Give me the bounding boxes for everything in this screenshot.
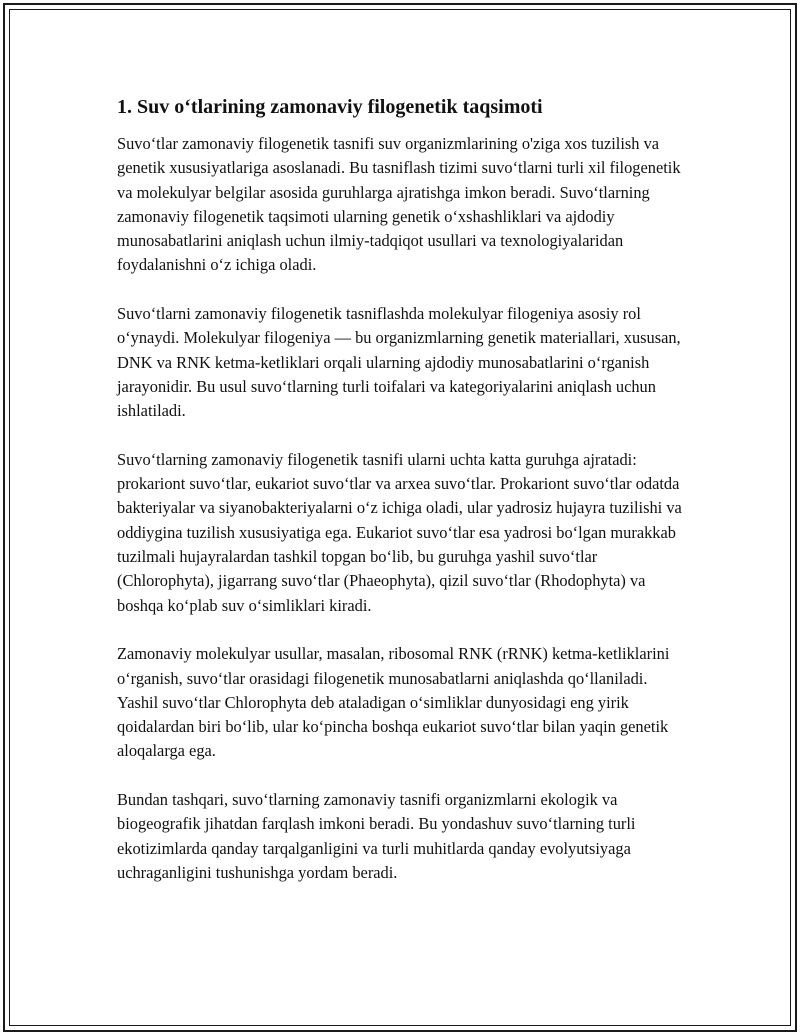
paragraph-3: Suvo‘tlarning zamonaviy filogenetik tasnifi ularni uchta katta guruhga ajratadi: prokariont suvo‘tlar, eukariot suvo‘tlar va arxea suvo‘tlar. Prokariont suvo‘tlar odatda bakteriyalar va siyanobakteriyalarni o‘z ichiga oladi, ular yadrosiz hujayra tuzilishi va oddiygina tuzilish xususiyatiga ega. Eukariot suvo‘tlar esa yadrosi bo‘lgan murakkab tuzilmali hujayralardan tashkil topgan bo‘lib, bu guruhga yashil suvo‘tlar (Chlorophyta), jigarrang suvo‘tlar (Phaeophyta), qizil suvo‘tlar (Rhodophyta) va boshqa ko‘plab suv o‘simliklari kiradi. bbox=[117, 449, 682, 615]
paragraph-5: Bundan tashqari, suvo‘tlarning zamonaviy tasnifi organizmlarni ekologik va biogeografik jihatdan farqlash imkoni beradi. Bu yondashuv suvo‘tlarning turli ekotizimlarda qanday tarqalganligini va turli muhitlarda qanday evolyutsiyaga uchraganligini tushunishga yordam beradi. bbox=[117, 790, 636, 882]
paragraph-4: Zamonaviy molekulyar usullar, masalan, ribosomal RNK (rRNK) ketma-ketliklarini o‘rganish, suvo‘tlar orasidagi filogenetik munosabatlarni aniqlashda qo‘llaniladi. Yashil suvo‘tlar Chlorophyta deb ataladigan o‘simliklar dunyosidagi eng yirik qoidalardan biri bo‘lib, ular ko‘pincha boshqa eukariot suvo‘tlar bilan yaqin genetik aloqalarga ega. bbox=[117, 644, 670, 761]
paragraph-2: Suvo‘tlarni zamonaviy filogenetik tasniflashda molekulyar filogeniya asosiy rol o‘ynaydi. Molekulyar filogeniya — bu organizmlarning genetik materiallari, xususan, DNK va RNK ketma-ketliklari orqali ularning ajdodiy munosabatlarini o‘rganish jarayonidir. Bu usul suvo‘tlarning turli toifalari va kategoriyalarini aniqlash uchun ishlatiladi. bbox=[117, 304, 681, 421]
paragraph-1: Suvo‘tlar zamonaviy filogenetik tasnifi suv organizmlarining o'ziga xos tuzilish va genetik xususiyatlariga asoslanadi. Bu tasniflash tizimi suvo‘tlarni turli xil filogenetik va molekulyar belgilar asosida guruhlarga ajratishga imkon beradi. Suvo‘tlarning zamonaviy filogenetik taqsimoti ularning genetik o‘xshashliklari va ajdodiy munosabatlarini aniqlash uchun ilmiy-tadqiqot usullari va texnologiyalaridan foydalanishni o‘z ichiga oladi. bbox=[117, 134, 681, 275]
section-heading: 1. Suv o‘tlarining zamonaviy filogenetik taqsimoti bbox=[117, 96, 543, 118]
document-body bbox=[117, 94, 689, 885]
